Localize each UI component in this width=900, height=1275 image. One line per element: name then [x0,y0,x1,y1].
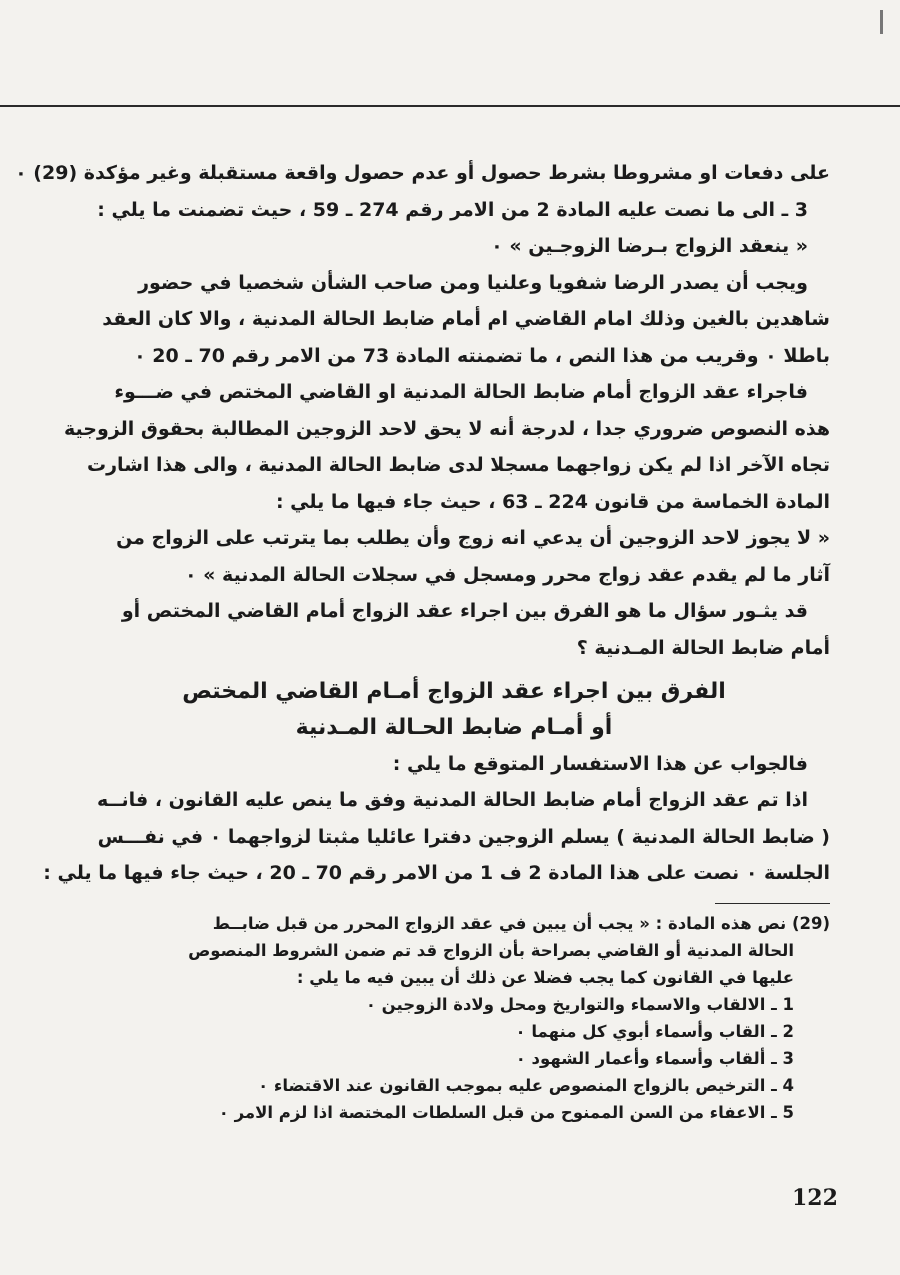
body-line: فاجراء عقد الزواج أمام ضابط الحالة المدنية او القاضي المختص في ضـــوء [114,381,808,403]
body-line: شاهدين بالغين وذلك امام القاضي ام أمام ضابط الحالة المدنية ، والا كان العقد [102,308,830,330]
footnote-item: 1 ـ الالقاب والاسماء والتواريخ ومحل ولادة الزوجين ٠ [365,995,794,1014]
footnote-item: 2 ـ القاب وأسماء أبوي كل منهما ٠ [515,1022,794,1041]
footnote-rule [715,903,830,904]
body-line: « ينعقد الزواج بـرضا الزوجـين » ٠ [491,235,808,257]
body-line: فالجواب عن هذا الاستفسار المتوقع ما يلي : [392,752,808,775]
footnote-item: 5 ـ الاعفاء من السن الممنوح من قبل السلطات المختصة اذا لزم الامر ٠ [218,1103,794,1122]
top-rule [0,105,900,107]
body-line: اذا تم عقد الزواج أمام ضابط الحالة المدنية وفق ما ينص عليه القانون ، فانــه [97,789,808,811]
footnote-line: الحالة المدنية أو القاضي بصراحة بأن الزواج قد تم ضمن الشروط المنصوص [188,941,794,960]
body-line: « لا يجوز لاحد الزوجين أن يدعي انه زوج وأن يطلب بما يترتب على الزواج من [116,527,830,549]
body-line: قد يثـور سؤال ما هو الفرق بين اجراء عقد الزواج أمام القاضي المختص أو [121,600,808,622]
footnote-lead: (29) نص هذه المادة : « يجب أن يبين في عقد الزواج المحرر من قبل ضابــط [212,914,830,933]
body-line: على دفعات او مشروطا بشرط حصول أو عدم حصول واقعة مستقبلة وغير مؤكدة (29) ٠ [15,162,830,184]
body-line: الجلسة ٠ نصت على هذا المادة 2 ف 1 من الامر رقم 70 ـ 20 ، حيث جاء فيها ما يلي : [43,862,830,884]
footnote-item: 3 ـ ألقاب وأسماء وأعمار الشهود ٠ [515,1049,794,1068]
body-line: هذه النصوص ضروري جدا ، لدرجة أنه لا يحق لاحد الزوجين المطالبة بحقوق الزوجية [64,417,830,440]
body-line: آثار ما لم يقدم عقد زواج محرر ومسجل في سجلات الحالة المدنية » ٠ [184,563,830,586]
footnote [78,910,830,1126]
footnote-line: عليها في القانون كما يجب فضلا عن ذلك أن يبين فيه ما يلي : [296,968,794,987]
scan-mark [880,10,883,34]
body-line: 3 ـ الى ما نصت عليه المادة 2 من الامر رقم 274 ـ 59 ، حيث تضمنت ما يلي : [97,198,808,221]
section-heading: الفرق بين اجراء عقد الزواج أمـام القاضي المختص [182,678,726,704]
body-line: تجاه الآخر اذا لم يكن زواجهما مسجلا لدى ضابط الحالة المدنية ، والى هذا اشارت [87,454,830,476]
body-line: باطلا ٠ وقريب من هذا النص ، ما تضمنته المادة 73 من الامر رقم 70 ـ 20 ٠ [134,344,830,367]
body-line: المادة الخماسة من قانون 224 ـ 63 ، حيث جاء فيها ما يلي : [275,490,830,513]
body-line: ويجب أن يصدر الرضا شفويا وعلنيا ومن صاحب الشأن شخصيا في حضور [138,271,808,294]
page-number: 122 [792,1185,838,1211]
body-line: أمام ضابط الحالة المـدنية ؟ [576,636,830,659]
footnote-item: 4 ـ الترخيص بالزواج المنصوص عليه بموجب القانون عند الاقتضاء ٠ [258,1076,794,1095]
main-text [15,155,830,892]
section-heading: أو أمـام ضابط الحـالة المـدنية [295,714,613,740]
body-line: ( ضابط الحالة المدنية ) يسلم الزوجين دفترا عائليا مثبتا لزواجهما ٠ في نفـــس [97,825,830,848]
